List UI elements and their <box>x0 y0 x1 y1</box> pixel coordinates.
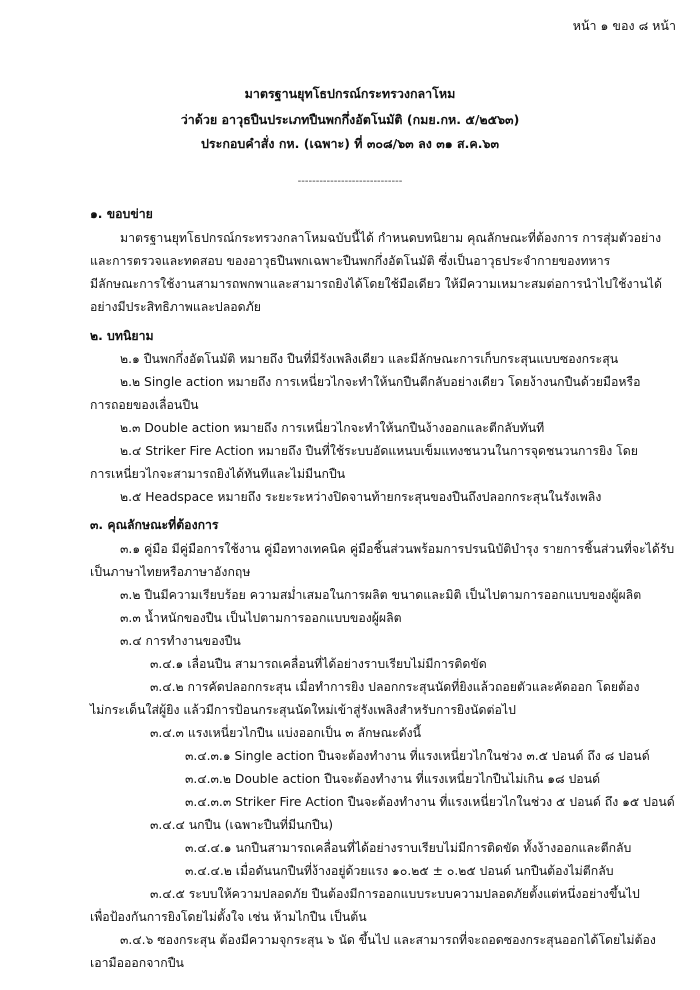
document-title: มาตรฐานยุทโธปกรณ์กระทรวงกลาโหม <box>244 86 456 101</box>
sub-sub-requirement-item: ๓.๔.๓.๓ Striker Fire Action ปืนจะต้องทำงาน ที่แรงเหนี่ยวไกในช่วง ๕ ปอนด์ ถึง ๑๕ ปอนด์ <box>185 795 675 809</box>
separator-line: ----------------------------- <box>297 176 403 187</box>
sub-requirement-item: ๓.๔.๕ ระบบให้ความปลอดภัย ปืนต้องมีการออกแบบระบบความปลอดภัยตั้งแต่หนึ่งอย่างขึ้นไป <box>150 887 640 901</box>
paragraph-line: มาตรฐานยุทโธปกรณ์กระทรวงกลาโหมฉบับนี้ได้ กำหนดบทนิยาม คุณลักษณะที่ต้องการ การสุ่มตัวอย่าง <box>120 231 662 245</box>
definition-item: ๒.๕ Headspace หมายถึง ระยะระหว่างปิดจานท้ายกระสุนของปืนถึงปลอกกระสุนในรังเพลิง <box>120 490 602 504</box>
sub-sub-requirement-item: ๓.๔.๓.๑ Single action ปืนจะต้องทำงาน ที่แรงเหนี่ยวไกในช่วง ๓.๕ ปอนด์ ถึง ๘ ปอนด์ <box>185 749 650 763</box>
section-heading: ๑. ขอบข่าย <box>90 207 153 221</box>
section-heading: ๒. บทนิยาม <box>90 329 154 343</box>
sub-requirement-item: ๓.๔.๑ เลื่อนปืน สามารถเคลื่อนที่ได้อย่างราบเรียบไม่มีการติดขัด <box>150 657 487 671</box>
section-heading: ๓. คุณลักษณะที่ต้องการ <box>90 518 219 532</box>
sub-requirement-item-cont: เพื่อป้องกันการยิงโดยไม่ตั้งใจ เช่น ห้ามไกปืน เป็นต้น <box>90 910 367 924</box>
sub-requirement-item: ๓.๔.๓ แรงเหนี่ยวไกปืน แบ่งออกเป็น ๓ ลักษณะดังนี้ <box>150 726 422 740</box>
paragraph-line: อย่างมีประสิทธิภาพและปลอดภัย <box>90 300 261 314</box>
requirement-item: ๓.๑ คู่มือ มีคู่มือการใช้งาน คู่มือทางเทคนิค คู่มือชิ้นส่วนพร้อมการปรนนิบัติบำรุง รายการชิ้นส่วนที่จะได้รับ <box>120 542 675 556</box>
definition-item: ๒.๔ Striker Fire Action หมายถึง ปืนที่ใช้ระบบอัดแหนบเข็มแทงชนวนในการจุดชนวนการยิง โดย <box>120 444 638 458</box>
sub-sub-requirement-item: ๓.๔.๓.๒ Double action ปืนจะต้องทำงาน ที่แรงเหนี่ยวไกปืนไม่เกิน ๑๘ ปอนด์ <box>185 772 601 786</box>
requirement-item: ๓.๓ น้ำหนักของปืน เป็นไปตามการออกแบบของผู้ผลิต <box>120 611 402 625</box>
sub-requirement-item: ๓.๔.๔ นกปืน (เฉพาะปืนที่มีนกปืน) <box>150 818 333 832</box>
sub-sub-requirement-item: ๓.๔.๔.๑ นกปืนสามารถเคลื่อนที่ได้อย่างราบเรียบไม่มีการติดขัด ทั้งง้างออกและตีกลับ <box>185 841 632 855</box>
document-subtitle: ว่าด้วย อาวุธปืนประเภทปืนพกกึ่งอัตโนมัติ (กมย.กห. ๕/๒๕๖๓) <box>180 112 520 127</box>
requirement-item: ๓.๒ ปืนมีความเรียบร้อย ความสม่ำเสมอในการผลิต ขนาดและมิติ เป็นไปตามการออกแบบของผู้ผลิต <box>120 588 642 602</box>
requirement-item-cont: เป็นภาษาไทยหรือภาษาอังกฤษ <box>90 565 251 579</box>
sub-sub-requirement-item: ๓.๔.๔.๒ เมื่อดันนกปืนที่ง้างอยู่ด้วยแรง ๑๐.๒๕ ± ๐.๒๕ ปอนด์ นกปืนต้องไม่ตีกลับ <box>185 864 614 878</box>
sub-requirement-item-cont: ไม่กระเด็นใส่ผู้ยิง แล้วมีการป้อนกระสุนนัดใหม่เข้าสู่รังเพลิงสำหรับการยิงนัดต่อไป <box>90 703 516 717</box>
definition-item-cont: การถอยของเลื่อนปืน <box>90 398 199 412</box>
requirement-item: ๓.๔ การทำงานของปืน <box>120 634 241 648</box>
paragraph-line: และการตรวจและทดสอบ ของอาวุธปืนพกเฉพาะปืนพกกึ่งอัตโนมัติ ซึ่งเป็นอาวุธประจำกายของทหาร <box>90 254 611 268</box>
paragraph-line: มีลักษณะการใช้งานสามารถพกพาและสามารถยิงได้โดยใช้มือเดียว ให้มีความเหมาะสมต่อการนำไปใช้งานได้ <box>90 277 662 291</box>
order-reference: ประกอบคำสั่ง กห. (เฉพาะ) ที่ ๓๐๘/๖๓ ลง ๓๑ ส.ค.๖๓ <box>200 136 499 151</box>
definition-item-cont: การเหนี่ยวไกจะสามารถยิงได้ทันทีและไม่มีนกปืน <box>90 467 346 481</box>
page-number: หน้า ๑ ของ ๘ หน้า <box>572 18 676 33</box>
sub-requirement-item: ๓.๔.๒ การคัดปลอกกระสุน เมื่อทำการยิง ปลอกกระสุนนัดที่ยิงแล้วถอยตัวและคัดออก โดยต้อง <box>150 680 640 694</box>
sub-requirement-item-cont: เอามือออกจากปืน <box>90 956 184 970</box>
definition-item: ๒.๑ ปืนพกกึ่งอัตโนมัติ หมายถึง ปืนที่มีรังเพลิงเดียว และมีลักษณะการเก็บกระสุนแบบซองกระสุน <box>120 352 619 366</box>
sub-requirement-item: ๓.๔.๖ ซองกระสุน ต้องมีความจุกระสุน ๖ นัด ขึ้นไป และสามารถที่จะถอดซองกระสุนออกได้โดยไม่ต้อง <box>120 933 656 947</box>
definition-item: ๒.๒ Single action หมายถึง การเหนี่ยวไกจะทำให้นกปืนตีกลับอย่างเดียว โดยง้างนกปืนด้วยมือหรือ <box>120 375 641 389</box>
definition-item: ๒.๓ Double action หมายถึง การเหนี่ยวไกจะทำให้นกปืนง้างออกและตีกลับทันที <box>120 421 545 435</box>
